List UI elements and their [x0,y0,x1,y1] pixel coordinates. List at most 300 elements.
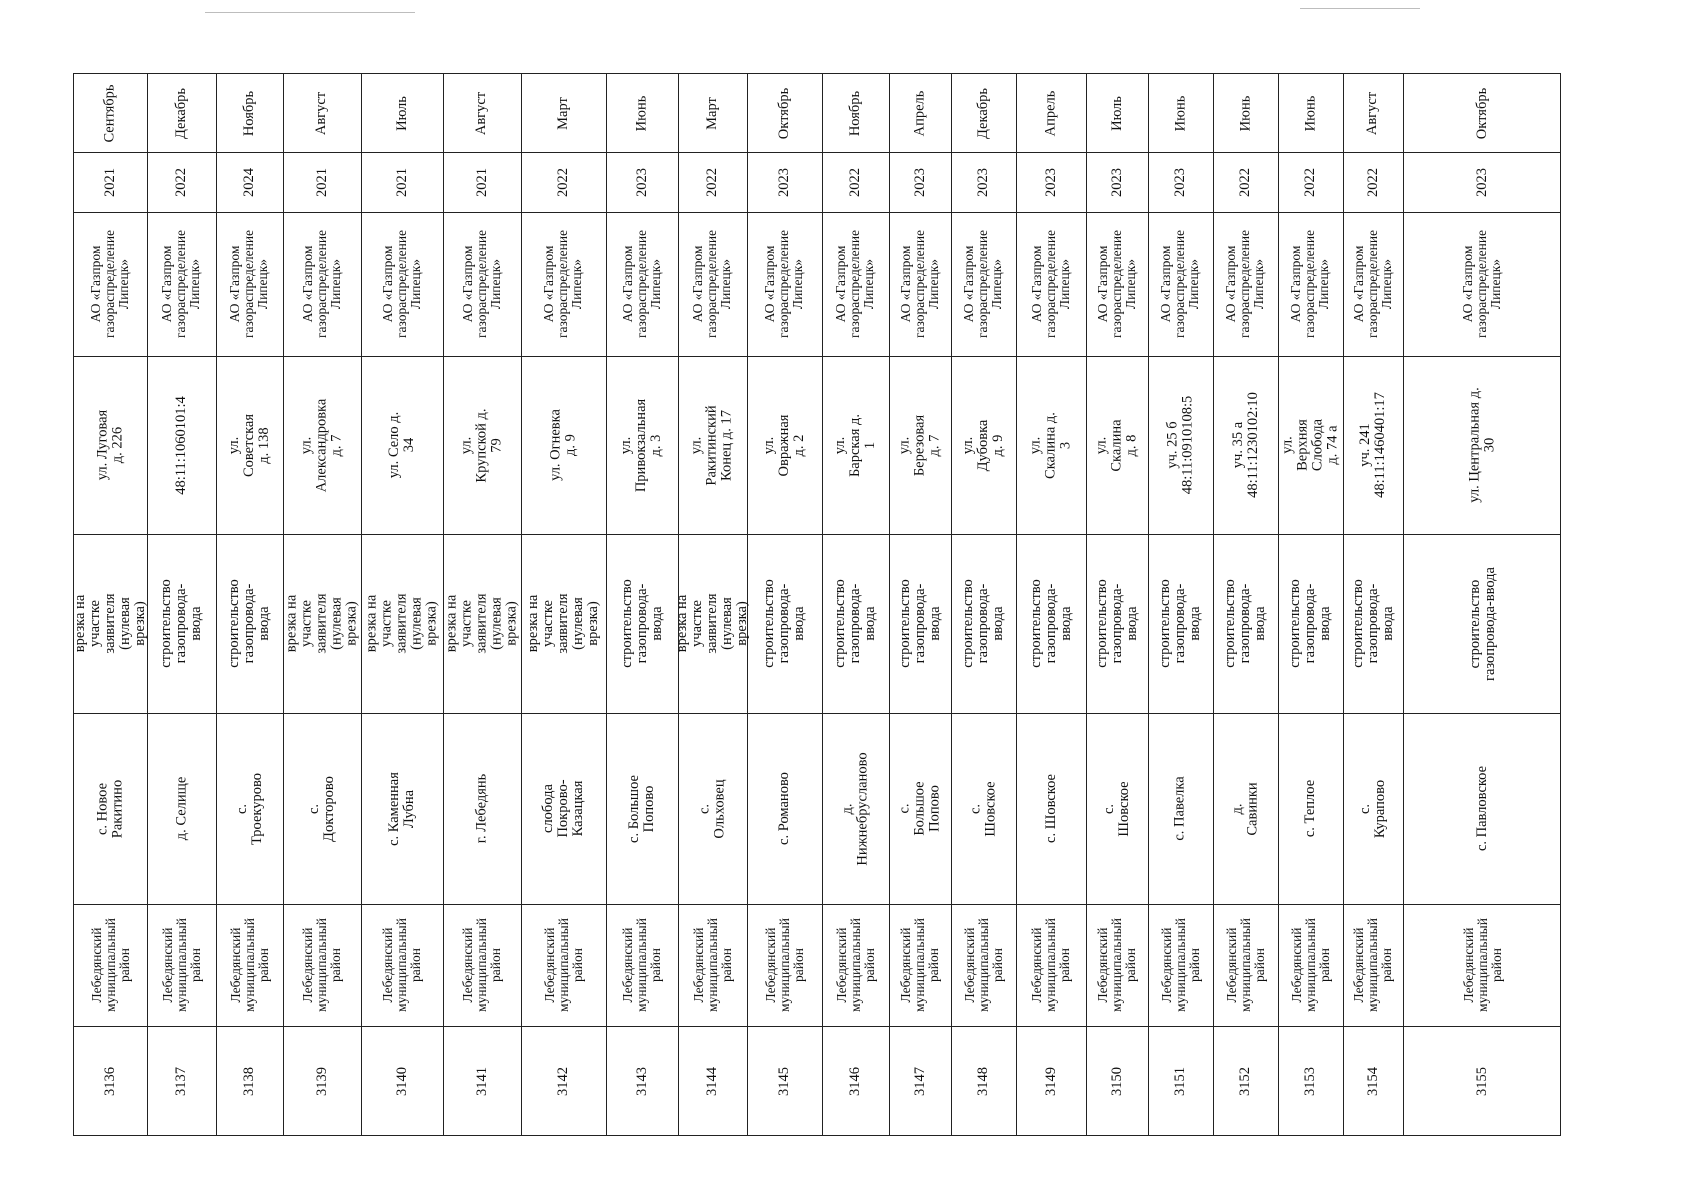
cell-year-text: 2023 [1108,167,1125,197]
table-cell-district [1016,904,1086,1026]
table-cell-num [1213,1026,1278,1137]
table-cell-settlement [74,713,147,904]
cell-operator-text: АО «Газпром газораспределение Липецк» [1095,229,1138,339]
table-cell-month [889,74,951,152]
table-cell-operator [1086,212,1148,356]
cell-month-text: Апрель [1042,90,1059,136]
cell-operator-text: АО «Газпром газораспределение Липецк» [1223,229,1267,339]
cell-year-text: 2023 [975,167,991,197]
cell-address-text: уч. 241 48:11:1460401:17 [1357,392,1388,498]
table-cell-work [1148,534,1213,713]
table-cell-month [1148,74,1213,152]
table-cell-operator [1278,212,1343,356]
table-cell-address [951,356,1016,534]
cell-operator-text: АО «Газпром газораспределение Липецк» [1158,229,1202,339]
table-cell-address [443,356,521,534]
table-cell-num [361,1026,443,1137]
cell-operator-text: АО «Газпром газораспределение Липецк» [460,229,503,339]
cell-num-text: 3150 [1108,1067,1125,1096]
cell-work-text: строительство газопровода-ввода [761,579,808,668]
table-cell-operator [747,212,822,356]
table-cell-num [443,1026,521,1137]
table-cell-address [1148,356,1213,534]
gas-connection-table [73,73,1561,1136]
table-cell-month [443,74,521,152]
cell-operator-text: АО «Газпром газораспределение Липецк» [88,229,132,339]
cell-district-text: Лебедянский муниципальный район [1288,918,1332,1012]
cell-month-text: Ноябрь [240,90,257,136]
cell-operator-text: АО «Газпром газораспределение Липецк» [227,229,271,339]
cell-settlement-text: с. Шовское [1101,780,1132,837]
cell-operator-text: АО «Газпром газораспределение Липецк» [898,229,941,339]
cell-settlement-text: с. Каменная Лубна [386,771,417,846]
table-cell-num [678,1026,747,1137]
cell-year-text: 2023 [911,167,928,197]
cell-operator-text: АО «Газпром газораспределение Липецк» [833,229,877,339]
cell-year-text: 2022 [173,167,189,197]
cell-work-text: строительство газопровода-ввода [158,579,205,668]
cell-year-text: 2021 [313,167,330,197]
table-cell-month [521,74,606,152]
table-cell-num [606,1026,678,1137]
cell-work-text: строительство газопровода-ввода [1222,579,1269,668]
cell-work-text: врезка на участке заявителя (нулевая врезка) [443,593,520,654]
cell-settlement-text: с. Докторово [306,775,337,842]
cell-year-text: 2022 [704,167,720,197]
cell-work-text: врезка на участке заявителя (нулевая врезка) [363,593,440,654]
table-cell-year [1148,152,1213,212]
cell-work-text: строительство газопровода-ввода [1157,579,1204,668]
cell-num-text: 3143 [633,1067,650,1096]
cell-address-text: ул. Александровка д. 7 [298,398,345,492]
cell-district-text: Лебедянский муниципальный район [898,918,942,1012]
table-cell-settlement [747,713,822,904]
table-cell-work [361,534,443,713]
table-cell-work [216,534,283,713]
cell-settlement-text: г. Лебедянь [473,773,490,844]
table-cell-month [1403,74,1562,152]
cell-operator-text: АО «Газпром газораспределение Липецк» [300,229,343,339]
table-cell-district [216,904,283,1026]
cell-month-text: Декабрь [974,87,991,139]
cell-num-text: 3147 [911,1067,928,1096]
table-cell-month [147,74,216,152]
cell-num-text: 3146 [847,1067,863,1096]
cell-settlement-text: с. Павелка [1171,776,1188,841]
table-cell-district [1086,904,1148,1026]
table-cell-work [1403,534,1562,713]
cell-num-text: 3154 [1364,1067,1381,1096]
table-cell-address [521,356,606,534]
table-cell-address [1343,356,1403,534]
table-cell-year [216,152,283,212]
table-cell-work [1343,534,1403,713]
cell-year-text: 2023 [633,167,650,197]
cell-district-text: Лебедянский муниципальный район [541,918,585,1012]
table-cell-operator [606,212,678,356]
cell-district-text: Лебедянский муниципальный район [1460,918,1504,1012]
table-cell-settlement [822,713,889,904]
table-cell-district [1403,904,1562,1026]
table-cell-num [951,1026,1016,1137]
cell-year-text: 2023 [776,167,792,197]
table-cell-operator [216,212,283,356]
cell-address-text: ул. Овражная д. 2 [761,414,807,476]
cell-district-text: Лебедянский муниципальный район [460,918,504,1012]
cell-work-text: врезка на участке заявителя (нулевая врезка) [674,593,750,654]
table-cell-month [1016,74,1086,152]
cell-operator-text: АО «Газпром газораспределение Липецк» [380,229,423,339]
table-cell-year [606,152,678,212]
table-cell-settlement [1213,713,1278,904]
table-cell-district [747,904,822,1026]
cell-district-text: Лебедянский муниципальный район [1029,918,1073,1012]
cell-num-text: 3149 [1042,1067,1059,1096]
cell-address-text: ул. Скалина д. 3 [1027,411,1074,479]
table-cell-address [361,356,443,534]
cell-operator-text: АО «Газпром газораспределение Липецк» [1029,229,1072,339]
cell-month-text: Август [1364,91,1381,135]
cell-year-text: 2022 [1302,167,1318,197]
cell-num-text: 3148 [975,1067,991,1096]
table-cell-work [951,534,1016,713]
cell-address-text: 48:11:1060101:4 [173,395,189,495]
cell-address-text: ул. Крупской д. 79 [458,407,505,483]
cell-district-text: Лебедянский муниципальный район [159,918,203,1012]
cell-work-text: строительство газопровода-ввода [896,579,943,668]
table-cell-district [74,904,147,1026]
cell-address-text: ул. Село д. 34 [386,411,417,479]
table-cell-address [1213,356,1278,534]
cell-year-text: 2022 [1364,167,1381,197]
table-cell-year [1086,152,1148,212]
table-cell-operator [678,212,747,356]
table-cell-work [283,534,361,713]
table-cell-year [443,152,521,212]
table-cell-address [1403,356,1562,534]
table-cell-num [521,1026,606,1137]
cell-district-text: Лебедянский муниципальный район [227,918,271,1012]
cell-address-text: ул. Советская д. 138 [226,413,272,477]
table-cell-num [889,1026,951,1137]
table-cell-work [147,534,216,713]
cell-district-text: Лебедянский муниципальный район [762,918,806,1012]
cell-work-text: строительство газопровода-ввода [960,579,1007,668]
table-cell-work [674,534,750,713]
table-cell-address [74,356,147,534]
table-cell-settlement [1343,713,1403,904]
cell-year-text: 2022 [555,167,571,197]
cell-address-text: ул. Дубовка д. 9 [960,419,1006,471]
table-cell-address [1278,356,1343,534]
table-cell-operator [1343,212,1403,356]
table-cell-district [1278,904,1343,1026]
table-cell-operator [361,212,443,356]
cell-month-text: Июнь [633,95,650,131]
cell-settlement-text: с. Павловское [1473,765,1490,852]
table-cell-work [443,534,521,713]
table-cell-address [216,356,283,534]
table-cell-work [606,534,678,713]
cell-settlement-text: д. Савинки [1229,781,1261,836]
table-cell-work [1086,534,1148,713]
table-cell-num [1343,1026,1403,1137]
cell-num-text: 3155 [1474,1067,1490,1096]
table-cell-year [747,152,822,212]
scan-artifact-line [1300,8,1420,9]
cell-operator-text: АО «Газпром газораспределение Липецк» [159,229,203,339]
table-cell-settlement [147,713,216,904]
table-cell-settlement [678,713,747,904]
cell-month-text: Июль [1108,95,1125,131]
table-cell-month [1086,74,1148,152]
table-cell-address [283,356,361,534]
table-cell-operator [889,212,951,356]
table-cell-year [889,152,951,212]
cell-address-text: ул. Луговая д. 226 [94,409,126,481]
cell-address-text: уч. 25 б 48:11:0910108:5 [1164,395,1196,495]
table-cell-year [678,152,747,212]
table-cell-year [147,152,216,212]
cell-address-text: ул. Ракитинский Конец д. 17 [689,404,735,486]
cell-year-text: 2023 [1172,167,1188,197]
cell-month-text: Июль [393,95,410,131]
table-cell-district [1343,904,1403,1026]
cell-month-text: Июнь [1237,95,1253,131]
cell-settlement-text: с. Троекурово [233,772,265,845]
table-cell-settlement [361,713,443,904]
cell-month-text: Март [554,96,571,130]
cell-work-text: строительство газопровода-ввода [226,579,273,668]
cell-num-text: 3136 [102,1067,118,1096]
table-cell-num [747,1026,822,1137]
table-cell-num [216,1026,283,1137]
table-cell-operator [1213,212,1278,356]
cell-district-text: Лебедянский муниципальный район [1095,918,1139,1012]
cell-num-text: 3153 [1302,1067,1318,1096]
table-cell-settlement [283,713,361,904]
table-cell-district [889,904,951,1026]
table-cell-address [678,356,747,534]
cell-year-text: 2022 [847,167,863,197]
cell-year-text: 2023 [1474,167,1490,197]
table-cell-settlement [1403,713,1562,904]
cell-year-text: 2023 [1042,167,1059,197]
table-cell-num [1403,1026,1562,1137]
table-cell-month [1213,74,1278,152]
table-cell-operator [951,212,1016,356]
cell-settlement-text: д. Нижнебрусланово [839,751,871,866]
table-cell-district [1213,904,1278,1026]
table-cell-num [822,1026,889,1137]
cell-settlement-text: с. Большое Попово [626,774,657,843]
cell-district-text: Лебедянский муниципальный район [88,918,132,1012]
cell-operator-text: АО «Газпром газораспределение Липецк» [762,229,806,339]
table-cell-work [521,534,606,713]
cell-work-text: врезка на участке заявителя (нулевая врезка) [72,593,148,654]
table-cell-operator [74,212,147,356]
cell-num-text: 3140 [393,1067,410,1096]
cell-operator-text: АО «Газпром газораспределение Липецк» [541,229,585,339]
cell-settlement-text: слобода Покрово- Казацкая [540,779,586,838]
table-cell-settlement [606,713,678,904]
cell-month-text: Июнь [1302,95,1318,131]
cell-settlement-text: с. Шовское [967,780,999,837]
cell-settlement-text: с. Романово [775,772,792,845]
table-cell-district [283,904,361,1026]
cell-address-text: ул. Березовая д. 7 [896,414,943,476]
cell-address-text: ул. Огневка д. 9 [547,409,579,481]
cell-work-text: строительство газопровода-ввода [1287,579,1334,668]
cell-work-text: строительство газопровода-ввода [1093,579,1140,668]
table-cell-work [889,534,951,713]
table-cell-address [606,356,678,534]
cell-month-text: Март [703,96,720,130]
cell-district-text: Лебедянский муниципальный район [833,918,877,1012]
table-cell-num [1148,1026,1213,1137]
table-cell-settlement [216,713,283,904]
table-cell-month [747,74,822,152]
cell-num-text: 3152 [1237,1067,1253,1096]
table-cell-num [1278,1026,1343,1137]
cell-work-text: строительство газопровода-ввода [1466,566,1498,681]
table-cell-district [521,904,606,1026]
table-cell-address [1086,356,1148,534]
cell-district-text: Лебедянский муниципальный район [690,918,734,1012]
table-cell-operator [521,212,606,356]
table-cell-month [283,74,361,152]
cell-operator-text: АО «Газпром газораспределение Липецк» [1351,229,1394,339]
cell-work-text: врезка на участке заявителя (нулевая врезка) [283,593,360,654]
scan-artifact-line [205,12,415,13]
cell-settlement-text: с. Новое Ракитино [94,779,126,838]
cell-year-text: 2021 [393,167,410,197]
table-cell-settlement [1086,713,1148,904]
cell-work-text: врезка на участке заявителя (нулевая врезка) [525,593,601,654]
table-cell-address [747,356,822,534]
cell-num-text: 3145 [776,1067,792,1096]
table-cell-address [147,356,216,534]
table-cell-operator [443,212,521,356]
table-cell-operator [1148,212,1213,356]
cell-district-text: Лебедянский муниципальный район [1158,918,1202,1012]
table-cell-settlement [443,713,521,904]
cell-address-text: ул. Привокзальная д. 3 [618,398,665,492]
cell-operator-text: АО «Газпром газораспределение Липецк» [690,229,734,339]
cell-month-text: Декабрь [172,87,189,139]
table-cell-settlement [951,713,1016,904]
cell-work-text: строительство газопровода-ввода [618,579,665,668]
table-cell-month [74,74,147,152]
table-cell-year [1213,152,1278,212]
cell-settlement-text: с. Большое Попово [896,781,943,836]
table-cell-operator [283,212,361,356]
table-cell-district [606,904,678,1026]
cell-work-text: строительство газопровода-ввода [832,579,879,668]
cell-month-text: Июнь [1172,95,1188,131]
cell-year-text: 2022 [1237,167,1253,197]
table-cell-district [678,904,747,1026]
table-cell-num [147,1026,216,1137]
cell-settlement-text: с. Теплое [1301,779,1318,838]
table-cell-address [822,356,889,534]
table-cell-year [1016,152,1086,212]
table-cell-settlement [1278,713,1343,904]
table-cell-month [822,74,889,152]
cell-address-text: ул. Верхняя Слобода д. 74 а [1279,418,1341,472]
table-cell-year [1343,152,1403,212]
cell-address-text: ул. Скалина д. 8 [1093,418,1140,472]
table-cell-district [147,904,216,1026]
table-cell-month [1343,74,1403,152]
cell-num-text: 3142 [555,1067,571,1096]
table-cell-num [1016,1026,1086,1137]
cell-operator-text: АО «Газпром газораспределение Липецк» [961,229,1005,339]
table-cell-work [822,534,889,713]
table-cell-settlement [889,713,951,904]
cell-address-text: ул. Центральная д. 30 [1466,387,1498,503]
cell-settlement-text: с. Шовское [1042,774,1059,843]
table-cell-num [283,1026,361,1137]
table-cell-year [361,152,443,212]
cell-num-text: 3137 [173,1067,189,1096]
table-cell-settlement [521,713,606,904]
table-cell-year [822,152,889,212]
table-cell-settlement [1016,713,1086,904]
table-cell-work [1016,534,1086,713]
table-cell-operator [147,212,216,356]
table-cell-operator [822,212,889,356]
cell-operator-text: АО «Газпром газораспределение Липецк» [620,229,663,339]
table-cell-year [1278,152,1343,212]
table-cell-month [216,74,283,152]
cell-num-text: 3144 [704,1067,720,1096]
cell-num-text: 3138 [241,1067,257,1096]
cell-district-text: Лебедянский муниципальный район [1223,918,1267,1012]
cell-month-text: Октябрь [775,87,792,139]
table-cell-work [74,534,147,713]
table-cell-year [74,152,147,212]
table-cell-work [747,534,822,713]
table-cell-address [889,356,951,534]
table-cell-num [74,1026,147,1137]
cell-address-text: ул. Барская д. 1 [832,413,878,477]
cell-num-text: 3139 [313,1067,330,1096]
cell-num-text: 3141 [473,1067,490,1096]
cell-operator-text: АО «Газпром газораспределение Липецк» [1288,229,1332,339]
cell-month-text: Апрель [911,90,928,136]
cell-month-text: Октябрь [1473,87,1490,139]
cell-settlement-text: с. Ольховец [696,778,728,839]
cell-year-text: 2021 [473,167,490,197]
cell-year-text: 2021 [102,167,118,197]
cell-district-text: Лебедянский муниципальный район [961,918,1005,1012]
cell-settlement-text: с. Курапово [1357,779,1388,838]
table-cell-district [822,904,889,1026]
table-cell-year [283,152,361,212]
cell-month-text: Август [313,91,330,135]
table-cell-year [521,152,606,212]
table-cell-operator [1403,212,1562,356]
cell-district-text: Лебедянский муниципальный район [380,918,424,1012]
table-cell-month [606,74,678,152]
table-cell-month [1278,74,1343,152]
cell-year-text: 2024 [241,167,257,197]
table-cell-settlement [1148,713,1213,904]
cell-month-text: Август [473,91,490,135]
cell-work-text: строительство газопровода-ввода [1349,579,1396,668]
table-cell-work [1278,534,1343,713]
